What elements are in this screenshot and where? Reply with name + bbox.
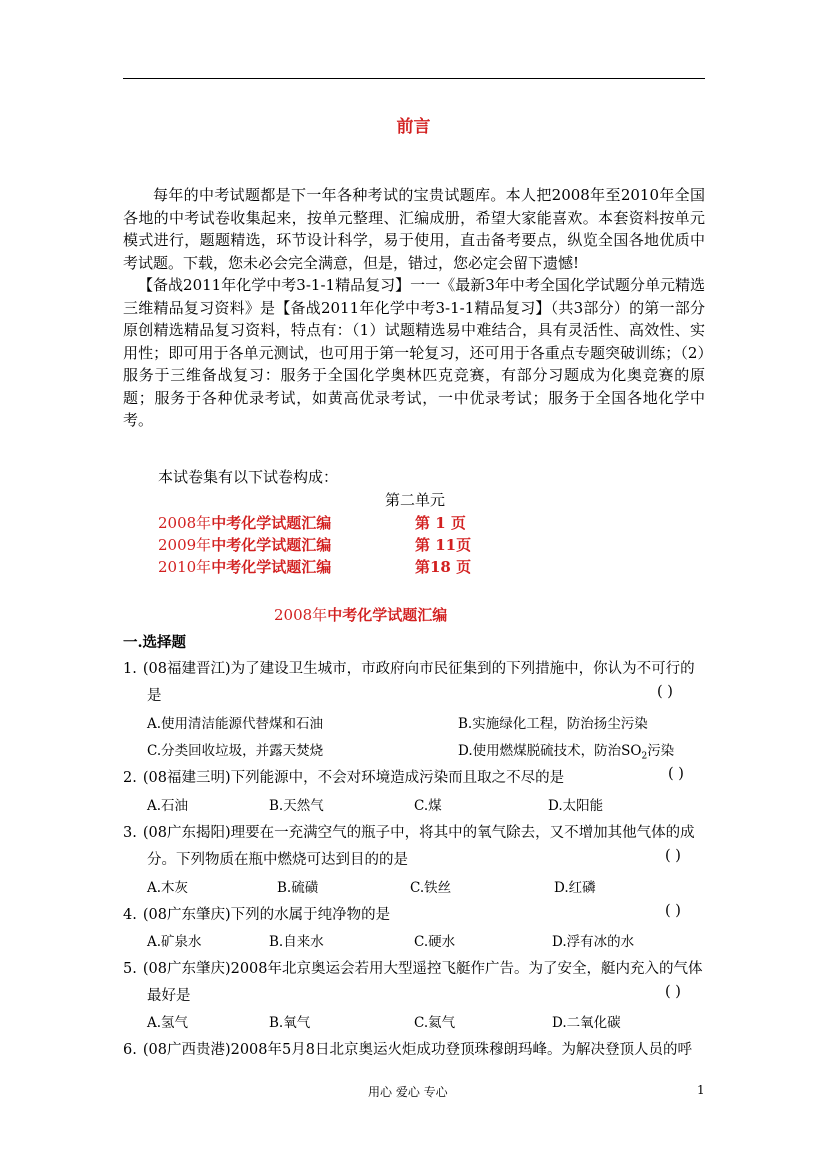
question-number: 6. [123,1042,137,1058]
toc-year: 2009年 [158,536,212,554]
option-c: C.氦气 [414,1015,456,1031]
toc-name: 中考化学试题汇编 [211,558,332,576]
option-c: C.分类回收垃圾，并露天焚烧 [147,743,324,759]
answer-bracket: ( ) [668,766,684,782]
toc-name: 中考化学试题汇编 [211,514,332,532]
intro-paragraph-1: 每年的中考试题都是下一年各种考试的宝贵试题库。本人把2008年至2010年全国各地的中考试卷收集起来，按单元整理、汇编成册，希望大家能喜欢。本套资料按单元模式进行，题题精选，环节设计科学，易于使用，直击备考要点，纵览全国各地优质中考试题。下载，您未必会完全满意，但是，错过，您必定会留下遗憾! [123,186,705,272]
question-2 [123,766,564,787]
question-1 [123,657,695,678]
option-c: C.铁丝 [410,880,452,896]
question-6 [123,1038,692,1059]
question-text: (08广西贵港)2008年5月8日北京奥运火炬成功登顶珠穆朗玛峰。为解决登顶人员的呼 [142,1042,692,1058]
question-text-line2: 分。下列物质在瓶中燃烧可达到目的的是 [147,852,408,868]
page-number: 1 [697,1083,705,1097]
option-d: D.红磷 [554,880,596,896]
question-number: 4. [123,907,137,923]
answer-bracket: ( ) [665,903,681,919]
option-d: D.浮有冰的水 [552,934,635,950]
question-text: (08福建三明)下列能源中，不会对环境造成污染而且取之不尽的是 [142,770,565,786]
toc-year: 2010年 [158,558,212,576]
question-text: (08广东肇庆)下列的水属于纯净物的是 [142,907,391,923]
toc-page: 第18 页 [415,558,472,576]
toc-item-2010[interactable] [158,556,331,577]
question-4 [123,903,390,924]
section-part: 一.选择题 [123,634,187,651]
footer-motto: 用心 爱心 专心 [368,1085,448,1099]
option-b: B.氧气 [269,1015,311,1031]
question-5 [123,957,703,978]
option-c: C.煤 [414,798,442,814]
question-number: 3. [123,825,137,841]
question-3 [123,821,695,842]
toc-intro: 本试卷集有以下试卷构成： [158,468,339,486]
option-a: A.氢气 [147,1015,189,1031]
toc-year: 2008年 [158,514,212,532]
toc-page: 第 11页 [415,536,472,554]
toc-item-2009[interactable] [158,534,331,555]
section-heading [274,604,447,625]
question-text-line2: 是 [147,688,162,704]
option-b: B.实施绿化工程，防治扬尘污染 [458,716,648,732]
answer-bracket: ( ) [657,684,673,700]
answer-bracket: ( ) [665,848,681,864]
question-number: 2. [123,770,137,786]
question-number: 5. [123,961,137,977]
toc-unit: 第二单元 [385,491,446,509]
option-d: D.二氧化碳 [552,1015,621,1031]
toc-item-2008[interactable] [158,512,331,533]
toc-name: 中考化学试题汇编 [211,536,332,554]
section-year: 2008年 [274,606,328,624]
toc-page: 第 1 页 [415,514,466,532]
option-b: B.天然气 [269,798,324,814]
option-a: A.矿泉水 [147,934,202,950]
option-b: B.自来水 [269,934,324,950]
option-b: B.硫磺 [277,880,319,896]
option-c: C.硬水 [414,934,456,950]
question-number: 1. [123,661,137,677]
question-text: (08广东揭阳)理要在一充满空气的瓶子中，将其中的氧气除去，又不增加其他气体的成 [142,825,695,841]
header-rule [123,78,705,79]
option-d: D.太阳能 [548,798,604,814]
option-a: A.使用清洁能源代替煤和石油 [147,716,324,732]
question-text: (08广东肇庆)2008年北京奥运会若用大型遥控飞艇作广告。为了安全，艇内充入的气体 [142,961,703,977]
page-title: 前言 [396,117,431,137]
intro-section [123,184,705,432]
option-a: A.石油 [147,798,189,814]
section-title: 中考化学试题汇编 [327,606,448,624]
answer-bracket: ( ) [665,984,681,1000]
intro-paragraph-2: 【备战2011年化学中考3-1-1精品复习】一一《最新3年中考全国化学试题分单元精选三维精品复习资料》是【备战2011年化学中考3-1-1精品复习】（共3部分）的第一部分原创精选精品复习资料，特点有：（1）试题精选易中难结合，具有灵活性、高效性、实用性；即可用于各单元测试，也可用于第一轮复习，还可用于各重点专题突破训练；（2）服务于三维备战复习：服务于全国化学奥林匹克竞赛，有部分习题成为化奥竞赛的原题；服务于各种优录考试，如黄高优录考试，一中优录考试；服务于全国各地化学中考。 [123,276,705,429]
question-text: (08福建晋江)为了建设卫生城市，市政府向市民征集到的下列措施中，你认为不可行的 [142,661,695,677]
option-d: D.使用燃煤脱硫技术，防治$SO_2$污染 [458,743,675,762]
option-a: A.木灰 [147,880,189,896]
question-text-line2: 最好是 [147,988,191,1004]
